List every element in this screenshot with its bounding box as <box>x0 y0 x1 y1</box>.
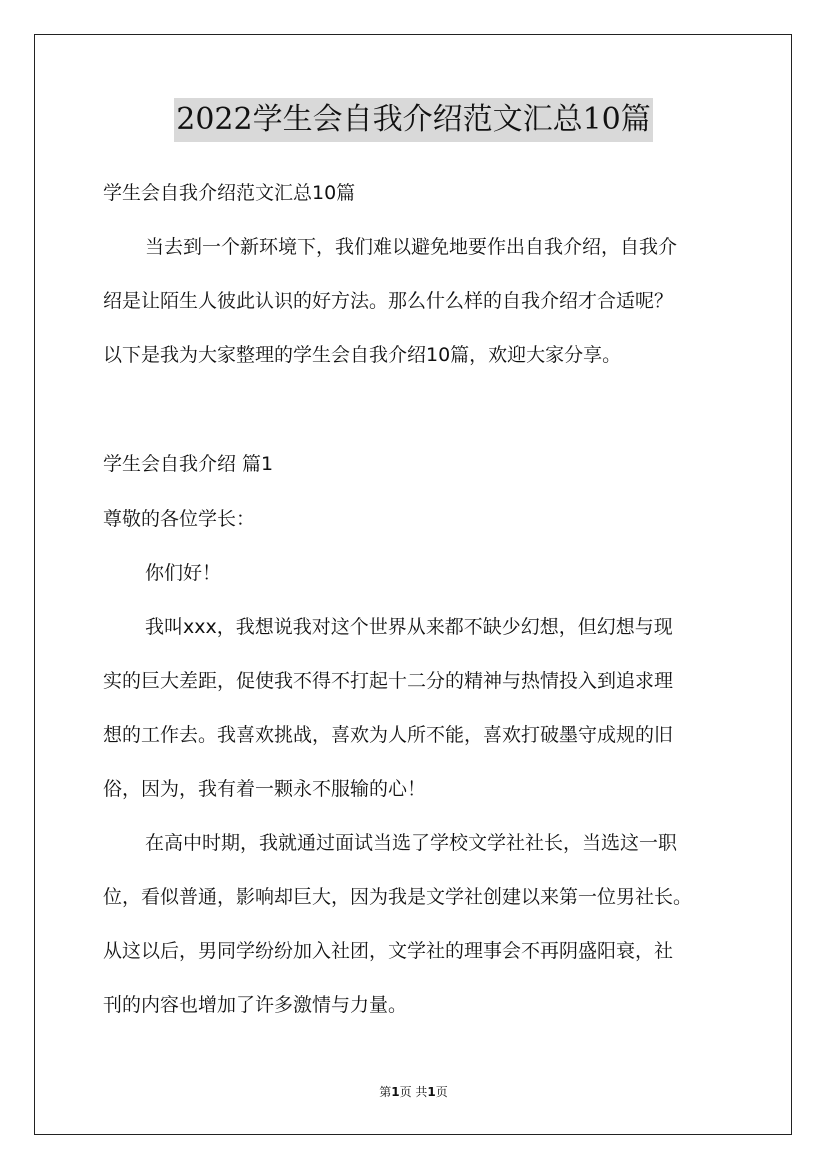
footer-page-current: 1 <box>391 1085 400 1099</box>
footer-page-mid: 页 共 <box>399 1085 428 1099</box>
footer-page-suffix: 页 <box>435 1085 448 1099</box>
para1-line-1: 我叫xxx，我想说我对这个世界从来都不缺少幻想，但幻想与现 <box>145 616 673 638</box>
para2-line-2: 位，看似普通，影响却巨大，因为我是文学社创建以来第一位男社长。 <box>103 886 693 908</box>
document-title: 2022学生会自我介绍范文汇总10篇 <box>174 98 653 142</box>
intro-line-3: 以下是我为大家整理的学生会自我介绍10篇，欢迎大家分享。 <box>103 344 622 366</box>
section-heading: 学生会自我介绍 篇1 <box>103 453 274 475</box>
para1-line-2: 实的巨大差距，促使我不得不打起十二分的精神与热情投入到追求理 <box>103 670 674 692</box>
para1-line-4: 俗，因为，我有着一颗永不服输的心！ <box>103 778 427 800</box>
greeting: 你们好！ <box>145 562 222 584</box>
para2-line-4: 刊的内容也增加了许多激情与力量。 <box>103 994 408 1016</box>
para2-line-3: 从这以后，男同学纷纷加入社团，文学社的理事会不再阴盛阳衰，社 <box>103 940 674 962</box>
title-wrap <box>0 98 827 142</box>
para2-line-1: 在高中时期，我就通过面试当选了学校文学社社长，当选这一职 <box>145 832 678 854</box>
intro-line-1: 当去到一个新环境下，我们难以避免地要作出自我介绍，自我介 <box>145 236 678 258</box>
para1-line-3: 想的工作去。我喜欢挑战，喜欢为人所不能，喜欢打破墨守成规的旧 <box>103 724 674 746</box>
salutation: 尊敬的各位学长： <box>103 508 256 530</box>
footer-page-total: 1 <box>427 1085 436 1099</box>
subtitle: 学生会自我介绍范文汇总10篇 <box>103 182 356 204</box>
page-footer <box>0 1083 827 1101</box>
footer-page-prefix: 第 <box>379 1085 392 1099</box>
intro-line-2: 绍是让陌生人彼此认识的好方法。那么什么样的自我介绍才合适呢？ <box>103 290 674 312</box>
